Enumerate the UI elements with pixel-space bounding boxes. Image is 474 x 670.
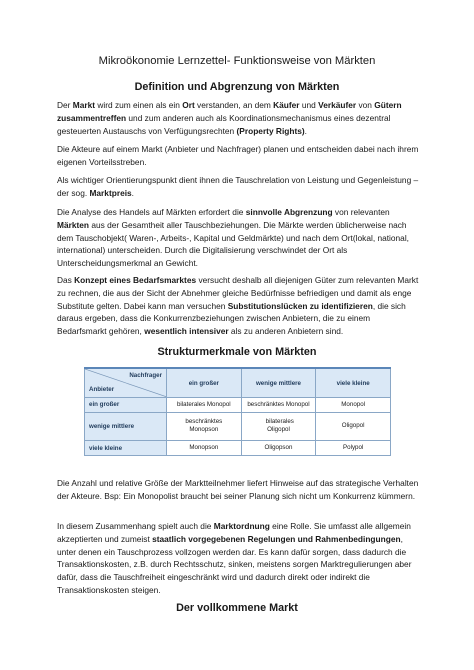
table-cell: beschränktes Monopol — [241, 398, 316, 413]
row-header: wenige mittlere — [85, 412, 167, 440]
paragraph-actors: Die Akteure auf einem Markt (Anbieter und Nachfrager) planen und entscheiden dabei nach ihrem eigenen Vorteilsstreben. — [57, 144, 419, 167]
table-row — [85, 412, 391, 440]
row-header: viele kleine — [85, 441, 167, 456]
paragraph-participants: Die Anzahl und relative Größe der Marktteilnehmer liefert Hinweise auf das strategische Verhalten der Akteure. Bsp: Ein Monopolist braucht bei seiner Planung sich nicht um Konkurrenz kümmern. — [57, 478, 419, 501]
document-title: Mikroökonomie Lernzettel- Funktionsweise von Märkten — [98, 55, 376, 67]
table-header-row — [85, 368, 391, 398]
table-cell: Monopol — [316, 398, 391, 413]
row-header: ein großer — [85, 398, 167, 413]
column-header: wenige mittlere — [241, 368, 316, 398]
table-corner-cell — [85, 368, 167, 398]
section-heading-definition: Definition und Abgrenzung von Märkten — [134, 81, 340, 93]
paragraph-market-definition: Der Markt wird zum einen als ein Ort verstanden, an dem Käufer und Verkäufer von Gütern zusammentreffen und zum anderen auch als Koordinationsmechanismus eines dezentral gesteuerten Austauschs von Verfügungsrechten (Property Rights). — [57, 100, 402, 136]
table-cell: bilaterales Monopol — [167, 398, 242, 413]
table-cell: Monopson — [167, 441, 242, 456]
paragraph-demand-market-concept: Das Konzept eines Bedarfsmarktes versucht deshalb all diejenigen Güter zum relevanten Markt zu rechnen, die aus der Sicht der Abnehmer gleiche Bedürfnisse befriedigen und damit als enge Substitute gelten. Dabei kann man versuchen Substitutionslücken zu identifizieren, die sich daraus ergeben, dass die Konkurrenzbeziehungen zwischen Anbietern, die zu einem Bedarfsmarkt gehören, wesentlich intensiver als zu anderen Anbietern sind. — [57, 275, 419, 337]
table-cell: beschränktes Monopson — [167, 412, 242, 440]
table-cell: Oligopson — [241, 441, 316, 456]
table-cell: bilaterales Oligopol — [241, 412, 316, 440]
column-header: ein großer — [167, 368, 242, 398]
corner-label-supply: Anbieter — [89, 386, 115, 393]
paragraph-market-order: In diesem Zusammenhang spielt auch die Marktordnung eine Rolle. Sie umfasst alle allgemein akzeptierten und zumeist staatlich vorgegebenen Regelungen und Rahmenbedingungen, unter denen ein Tauschprozess vollzogen werden dar. Es kann dafür sorgen, dass dadurch die Transaktionskosten, z.B. durch Rechtsschutz, sinken, meistens sorgen Marktregulierungen aber dafür, dass die Tauschfreiheit eingeschränkt wird und dadurch direkt oder indirekt die Transaktionskosten steigen. — [57, 521, 412, 595]
table-cell: Oligopol — [316, 412, 391, 440]
table-cell: Polypol — [316, 441, 391, 456]
column-header: viele kleine — [316, 368, 391, 398]
section-heading-structure: Strukturmerkmale von Märkten — [157, 346, 317, 358]
table-row — [85, 441, 391, 456]
corner-label-demand: Nachfrager — [129, 372, 162, 379]
table-row — [85, 398, 391, 413]
section-heading-perfect-market: Der vollkommene Markt — [176, 602, 298, 614]
market-structure-table — [84, 367, 391, 456]
paragraph-market-price: Als wichtiger Orientierungspunkt dient ihnen die Tauschrelation von Leistung und Gegenleistung – der sog. Marktpreis. — [57, 175, 419, 198]
paragraph-market-delimitation: Die Analyse des Handels auf Märkten erfordert die sinnvolle Abgrenzung von relevanten Märkten aus der Gesamtheit aller Tauschbeziehungen. Die Märkte werden üblicherweise nach dem Tauschobjekt( Waren-, Arbeits-, Kapital und Geldmärkte) und nach dem Ort(lokal, national, international) unterscheiden. Durch die Digitalisierung verschwindet der Ort als Unterscheidungsmerkmal an Gewicht. — [57, 207, 409, 269]
